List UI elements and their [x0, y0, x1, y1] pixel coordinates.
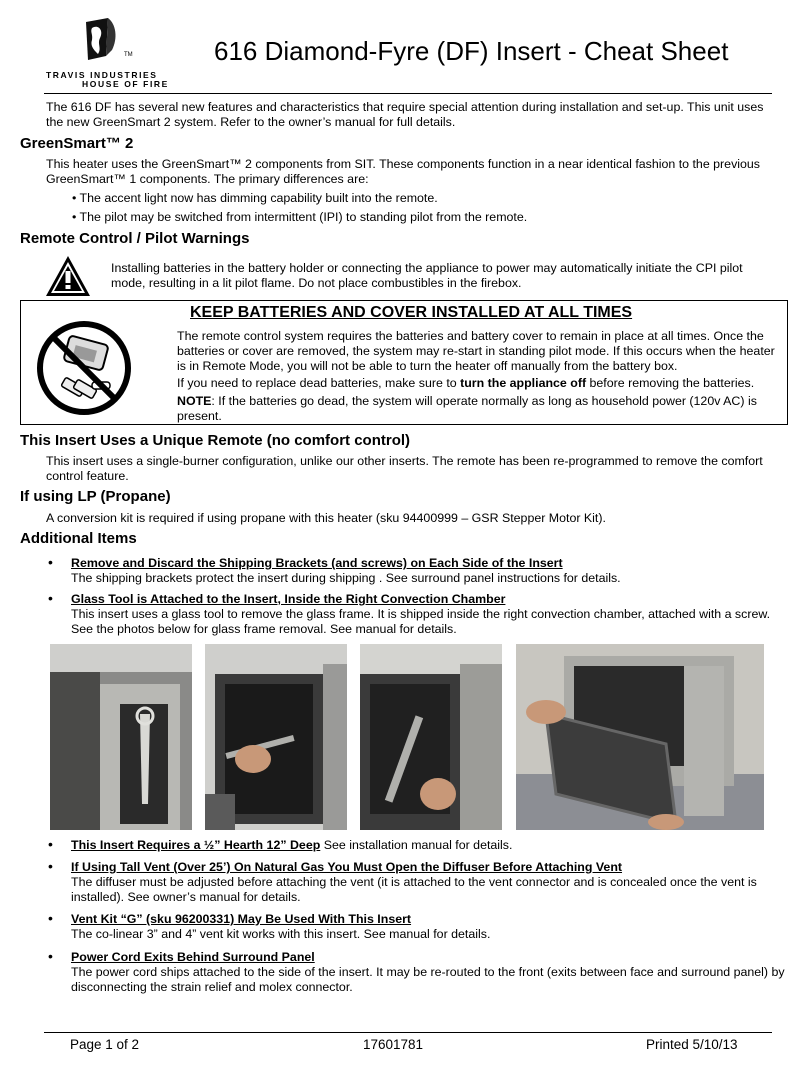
no-battery-removal-icon [36, 320, 132, 416]
footer-divider [44, 1032, 772, 1033]
additional-item [71, 950, 786, 995]
lp-heading: If using LP (Propane) [20, 488, 171, 505]
unique-remote-heading: This Insert Uses a Unique Remote (no comfort control) [20, 432, 411, 449]
batteries-box-title: KEEP BATTERIES AND COVER INSTALLED AT ALL TIMES [190, 304, 633, 321]
additional-item-title: If Using Tall Vent (Over 25’) On Natural Gas You Must Open the Diffuser Before Attaching Vent [71, 860, 623, 874]
trademark-mark: TM [124, 52, 133, 58]
bullet-dot: • [48, 590, 53, 606]
photo-using-glass-tool [205, 644, 347, 830]
additional-item-title: This Insert Requires a ½” Hearth 12” Deep [71, 838, 321, 852]
bullet-dot: • [48, 836, 53, 852]
greensmart-text: This heater uses the GreenSmart™ 2 components from SIT. These components function in a near identical fashion to the previous GreenSmart™ 1 components. The primary differences are: [46, 157, 760, 186]
greensmart-bullet: • The pilot may be switched from intermittent (IPI) to standing pilot from the remote. [72, 210, 528, 224]
bullet-dot: • [48, 910, 53, 926]
travis-logo-icon [78, 16, 122, 64]
additional-item [71, 860, 789, 905]
remote-warning-text: Installing batteries in the battery holder or connecting the appliance to power may automatically initiate the CPI pilot mode, resulting in a lit pilot flame. Do not place combustibles in the firebox. [111, 261, 743, 290]
additional-item-text: This insert uses a glass tool to remove the glass frame. It is shipped inside the right convection chamber, attached with a screw. See the photos below for glass frame removal. See manual for details. [71, 607, 771, 636]
greensmart-bullet: • The accent light now has dimming capability built into the remote. [72, 191, 438, 205]
additional-item-title: Glass Tool is Attached to the Insert, Inside the Right Convection Chamber [71, 592, 506, 606]
greensmart-heading: GreenSmart™ 2 [20, 135, 134, 152]
bullet-dot: • [48, 858, 53, 874]
additional-item [71, 912, 786, 942]
batteries-note: NOTE: If the batteries go dead, the system will operate normally as long as household power (120v AC) is present. [177, 394, 757, 423]
bullet-dot: • [48, 948, 53, 964]
bullet-dot: • [48, 554, 53, 570]
additional-item-title: Power Cord Exits Behind Surround Panel [71, 950, 315, 964]
additional-item [71, 556, 786, 586]
batteries-para1: The remote control system requires the batteries and battery cover to remain in place at all times. Once the batteries or cover are removed, the system may re-start in standing pilot mode. If this occurs when the heater is in Remote Mode, you will not be able to turn the heater off manually from the battery box. [177, 329, 775, 373]
additional-item-text: The power cord ships attached to the side of the insert. It may be re-routed to the front (exits between face and surround panel) by disconnecting the strain relief and molex connector. [71, 965, 785, 994]
footer-doc-number: 17601781 [363, 1037, 424, 1052]
warning-triangle-icon [44, 254, 92, 298]
photo-glass-tool-in-chamber [50, 644, 192, 830]
batteries-para2: If you need to replace dead batteries, make sure to turn the appliance off before removing the batteries. [177, 376, 755, 390]
additional-item-title: Vent Kit “G” (sku 96200331) May Be Used With This Insert [71, 912, 412, 926]
batteries-para2-bold: turn the appliance off [460, 376, 587, 390]
footer-page-number: Page 1 of 2 [70, 1037, 140, 1052]
additional-item-text: The diffuser must be adjusted before attaching the vent (it is attached to the vent connector and is concealed once the vent is installed). See owner’s manual for details. [71, 875, 757, 904]
page-title: 616 Diamond-Fyre (DF) Insert - Cheat Sheet [214, 36, 729, 66]
additional-item-text: The co-linear 3” and 4” vent kit works with this insert. See manual for details. [71, 927, 491, 941]
lp-text: A conversion kit is required if using propane with this heater (sku 94400999 – GSR Stepper Motor Kit). [46, 511, 606, 525]
header-divider [44, 93, 772, 94]
photo-removing-glass-frame [516, 644, 764, 830]
footer-printed-date: Printed 5/10/13 [646, 1037, 738, 1052]
photo-lifting-glass-frame [360, 644, 502, 830]
remote-warnings-heading: Remote Control / Pilot Warnings [20, 230, 250, 247]
additional-item-title: Remove and Discard the Shipping Brackets (and screws) on Each Side of the Insert [71, 556, 563, 570]
additional-item-text: See installation manual for details. [320, 838, 513, 852]
additional-item [71, 592, 786, 637]
unique-remote-text: This insert uses a single-burner configuration, unlike our other inserts. The remote has been re-programmed to remove the comfort control feature. [46, 454, 763, 483]
brand-tagline: HOUSE OF FIRE [82, 79, 169, 89]
brand-name: TRAVIS INDUSTRIES [46, 70, 158, 80]
intro-paragraph: The 616 DF has several new features and characteristics that require special attention during installation and set-up. This unit uses the new GreenSmart 2 system. Refer to the owner’s manual for full details. [46, 100, 764, 129]
additional-heading: Additional Items [20, 530, 137, 547]
additional-item-text: The shipping brackets protect the insert during shipping . See surround panel instructions for details. [71, 571, 621, 585]
note-label: NOTE [177, 394, 212, 408]
additional-item [71, 838, 786, 853]
